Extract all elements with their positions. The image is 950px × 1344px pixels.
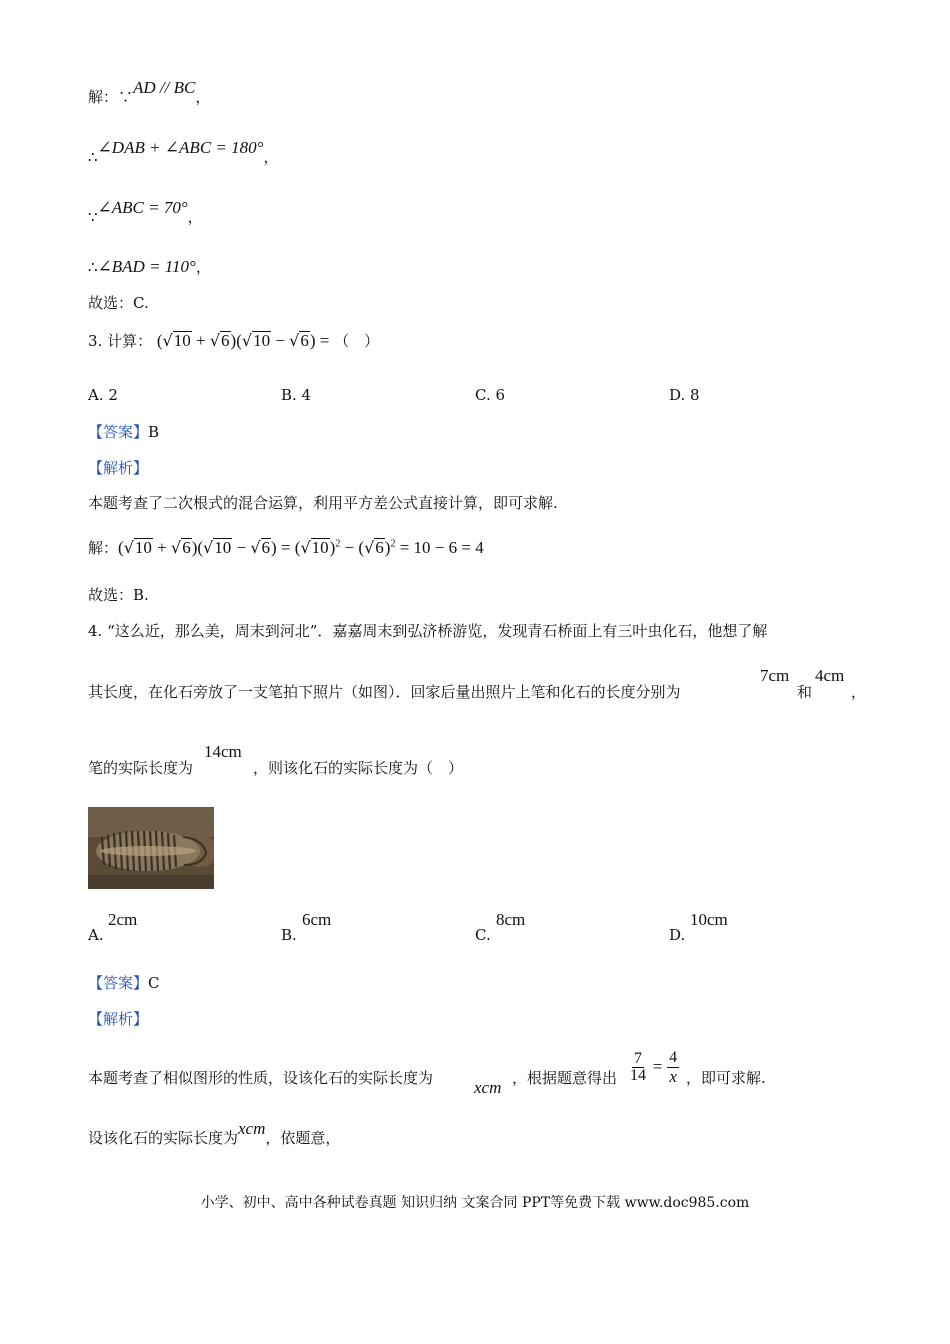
q4-len-fossil-photo: 4cm [815,666,845,685]
answer-tag: 【答案】 [88,423,149,441]
punct: ， [195,88,211,106]
because-prefix: ∵ [88,208,98,226]
q4-text: 其长度，在化石旁放了一支笔拍下照片（如图）．回家后量出照片上笔和化石的长度分别为 [88,683,681,701]
q4-option-b-letter: B. [281,926,297,944]
q3-option-d: D. 8 [669,386,700,404]
q4-analysis-mid: ，根据题意得出 [512,1069,618,1087]
q4-option-c-letter: C. [475,926,491,944]
q4-option-b-value: 6cm [302,910,332,929]
q4-analysis-tag [88,1008,148,1029]
q3-answer [88,421,159,442]
q3-expression: (√10 + √6)(√10 − √6) = [156,331,330,350]
q4-comma: ， [851,683,867,701]
math-expr: AD // BC [133,78,196,97]
fraction-7-14 [628,1051,648,1086]
q3-option-c: C. 6 [475,386,506,404]
solution-tail: = 10 − 6 = 4 [399,538,484,557]
q4-and: 和 [797,683,813,701]
trilobite-fossil-image [88,807,214,889]
q4-stem-tail: ，则该化石的实际长度为（ ） [253,759,464,777]
answer-tag: 【答案】 [88,974,149,992]
q3-option-b: B. 4 [281,386,312,404]
solution-conclusion: 故选：C. [88,294,149,312]
q3-stem [88,330,379,351]
q4-stem-line-2 [88,681,681,702]
punct: ， [263,148,279,166]
frac-den: x [669,1066,677,1086]
q4-option-d-value: 10cm [690,910,728,929]
q4-var-unit: xcm [474,1078,502,1097]
q4-option-a-letter: A. [88,926,104,944]
q4-var-unit-2: xcm [238,1119,266,1138]
answer-value: C [148,974,160,992]
q4-stem-line-1: 4. “这么近，那么美，周末到河北”．嘉嘉周末到弘济桥游览，发现青石桥面上有三叶虫化石，他想了解 [88,622,768,640]
math-expr: ∠ABC = 70° [97,198,188,217]
q4-stem-line-3 [88,757,193,778]
q4-option-a-value: 2cm [108,910,138,929]
analysis-tag: 【解析】 [88,1010,149,1028]
analysis-tag: 【解析】 [88,459,149,477]
q4-answer [88,972,160,993]
answer-value: B [148,423,160,441]
solution-line-4 [88,256,211,277]
q3-label: 3. 计算： [88,332,153,350]
q3-solution-expression: $(√10 + √6)(√10 - √6) = (√10)^2 - (√6)^2 = 10 - 6 = 4$ [118,538,484,557]
q4-analysis-tail: ，即可求解. [686,1069,766,1087]
solution-line-1 [88,78,211,107]
q4-len-pen-real: 14cm [204,742,242,761]
page-footer: 小学、初中、高中各种试卷真题 知识归纳 文案合同 PPT等免费下载 www.doc985.com [200,1195,750,1211]
frac-num: 7 [634,1049,642,1067]
frac-num: 4 [669,1049,678,1066]
math-expr: ∠DAB + ∠ABC = 180° [97,138,264,157]
q4-analysis-text: 本题考查了相似图形的性质，设该化石的实际长度为 [88,1069,434,1087]
q3-paren: （ ） [334,332,380,350]
q4-len-pen-photo: 7cm [760,666,790,685]
q4-equation [628,1050,679,1086]
therefore-prefix: ∴ [88,258,98,276]
q4-setup-tail: ，依题意， [265,1129,341,1147]
q3-analysis-tag [88,457,148,478]
therefore-prefix: ∴ [88,148,98,166]
q3-solution [88,537,484,558]
q3-analysis: 本题考查了二次根式的混合运算，利用平方差公式直接计算，即可求解. [88,494,558,512]
punct: ， [187,208,203,226]
q4-option-c-value: 8cm [496,910,526,929]
solution-line-2 [88,138,279,167]
solution-line-3 [88,198,203,227]
q3-option-a: A. 2 [88,386,118,404]
punct: ， [195,258,211,276]
q4-setup-text: 设该化石的实际长度为 [88,1129,239,1147]
q4-setup [88,1119,341,1148]
because-prefix: 解：∵ [88,88,134,106]
q4-text: 笔的实际长度为 [88,759,194,777]
frac-den: 14 [630,1067,646,1085]
equals-sign: = [652,1056,663,1076]
fraction-4-x [667,1050,679,1086]
q4-analysis [88,1067,433,1088]
q3-conclusion: 故选：B. [88,586,149,604]
math-expr: ∠BAD = 110° [97,257,196,276]
q4-option-d-letter: D. [669,926,686,944]
solution-prefix: 解： [88,539,119,557]
trilobite-fossil-photo [88,807,214,889]
